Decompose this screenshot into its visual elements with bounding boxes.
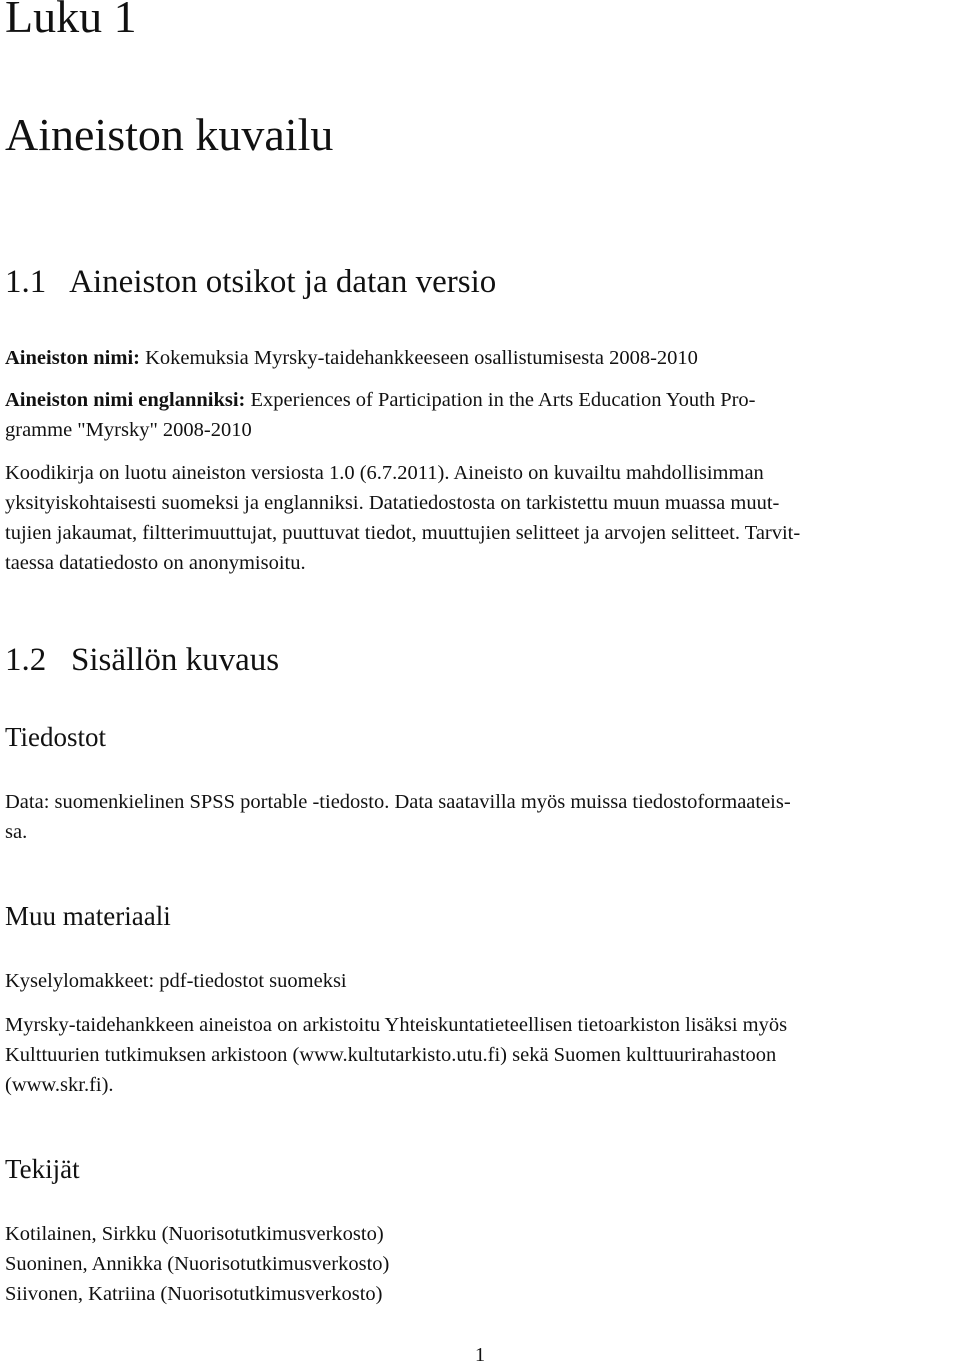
section-heading-1-1: 1.1 Aineiston otsikot ja datan versio (5, 264, 497, 300)
questionnaires-line: Kyselylomakkeet: pdf-tiedostot suomeksi (5, 970, 347, 992)
codebook-paragraph-line: Koodikirja on luotu aineiston versiosta 1.0 (6.7.2011). Aineisto on kuvailtu mahdollisimman (5, 462, 764, 484)
codebook-paragraph-line: taessa datatiedosto on anonymisoitu. (5, 552, 306, 574)
author-item: Siivonen, Katriina (Nuorisotutkimusverkosto) (5, 1283, 383, 1305)
chapter-number: Luku 1 (5, 0, 137, 42)
author-item: Suoninen, Annikka (Nuorisotutkimusverkosto) (5, 1253, 390, 1275)
archive-text-line: (www.skr.fi). (5, 1074, 114, 1096)
archive-text-line: Myrsky-taidehankkeen aineistoa on arkistoitu Yhteiskuntatieteellisen tietoarkiston lisäksi myös (5, 1014, 788, 1036)
codebook-paragraph-line: yksityiskohtaisesti suomeksi ja englanniksi. Datatiedostosta on tarkistettu muun muassa muut- (5, 492, 780, 514)
files-text-line: Data: suomenkielinen SPSS portable -tiedosto. Data saatavilla myös muissa tiedostoformaateis- (5, 791, 791, 813)
files-heading: Tiedostot (5, 722, 107, 752)
other-material-heading: Muu materiaali (5, 901, 171, 931)
dataset-name-en-value-line1: Experiences of Participation in the Arts Education Youth Pro- (250, 389, 756, 411)
archive-text-line: Kulttuurien tutkimuksen arkistoon (www.kultutarkisto.utu.fi) sekä Suomen kulttuurirahastoon (5, 1044, 777, 1066)
dataset-name-en-label: Aineiston nimi englanniksi: (5, 389, 246, 411)
dataset-name-label: Aineiston nimi: (5, 347, 140, 369)
dataset-name-value: Kokemuksia Myrsky-taidehankkeeseen osallistumisesta 2008-2010 (145, 347, 698, 369)
page-number: 1 (474, 1344, 486, 1366)
authors-heading: Tekijät (5, 1154, 80, 1184)
dataset-name-en-value-line2: gramme "Myrsky" 2008-2010 (5, 419, 252, 441)
dataset-name-row (5, 343, 698, 373)
files-text-line: sa. (5, 821, 28, 843)
chapter-title: Aineiston kuvailu (5, 109, 334, 160)
codebook-paragraph-line: tujien jakaumat, filtterimuuttujat, puuttuvat tiedot, muuttujien selitteet ja arvojen selitteet. Tarvit- (5, 522, 801, 544)
section-heading-1-2: 1.2 Sisällön kuvaus (5, 642, 280, 678)
dataset-name-en-row (5, 385, 756, 415)
author-item: Kotilainen, Sirkku (Nuorisotutkimusverkosto) (5, 1223, 384, 1245)
